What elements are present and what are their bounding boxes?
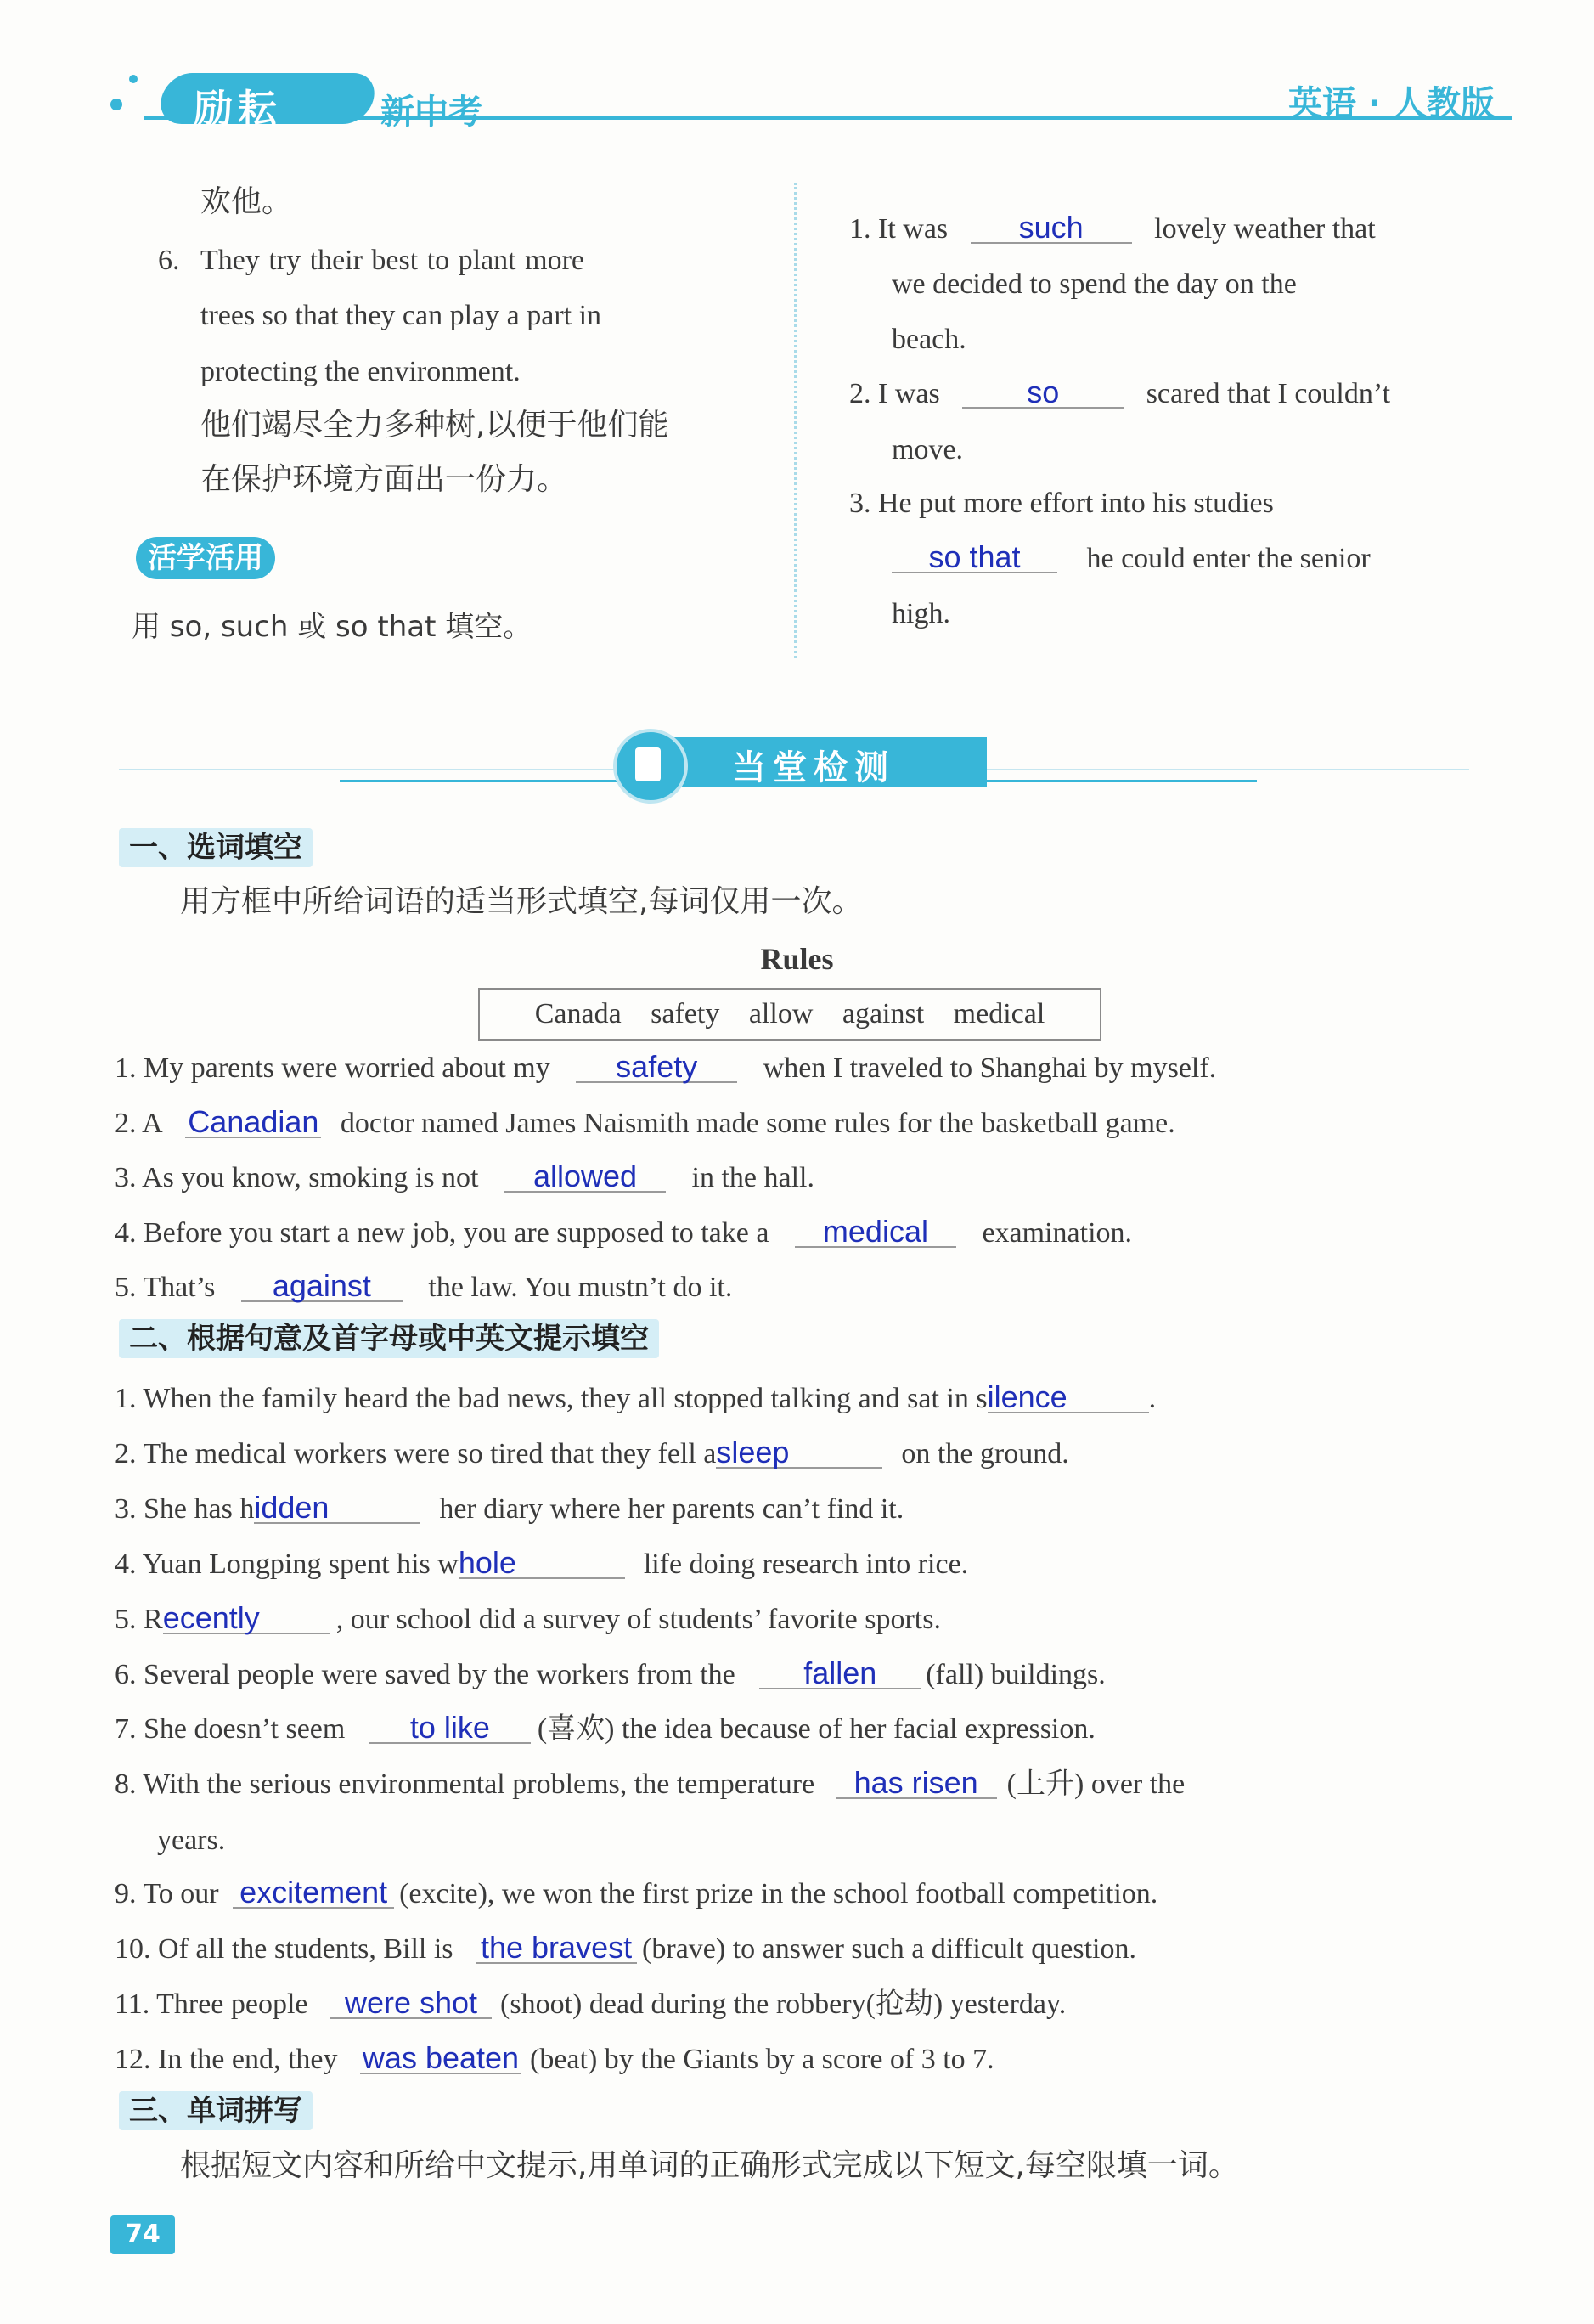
s2-item-1-after: . <box>1148 1383 1157 1414</box>
s1-item-4 <box>115 1216 1132 1250</box>
s2-item-8 <box>115 1765 1186 1802</box>
practice-q1-line-2: we decided to spend the day on the <box>892 268 1297 300</box>
brand-logo <box>161 68 482 132</box>
practice-q2-line-2: move. <box>892 434 964 465</box>
s1-item-3-blank[interactable]: allowed <box>504 1162 666 1193</box>
s2-item-10-after: (brave) to answer such a difficult question. <box>642 1933 1136 1965</box>
s1-item-5 <box>115 1268 733 1305</box>
practice-q2-line-1 <box>849 377 1390 411</box>
page-number: 74 <box>110 2215 175 2254</box>
s2-item-8-after: (上升) over the <box>1006 1768 1186 1800</box>
s2-item-3-after: her diary where her parents can’t find it. <box>439 1493 904 1525</box>
example-6-translation-2: 在保护环境方面出一份力。 <box>200 462 568 497</box>
q3-text-after: he could enter the senior <box>1086 543 1371 574</box>
notebook-icon <box>613 729 688 804</box>
s2-item-2-after: on the ground. <box>901 1438 1069 1469</box>
s2-item-2-before: 2. The medical workers were so tired that they fell a <box>115 1438 717 1469</box>
s2-item-6 <box>115 1658 1106 1692</box>
practice-q3-line-3: high. <box>892 598 950 629</box>
q3-answer-blank[interactable]: so that <box>892 543 1057 573</box>
s2-item-12-blank[interactable]: was beaten <box>360 2044 521 2074</box>
section-banner <box>613 729 987 787</box>
word-box <box>478 988 1101 1041</box>
s2-item-10 <box>115 1932 1136 1966</box>
s1-item-3-after: in the hall. <box>691 1162 814 1193</box>
s2-item-1-before: 1. When the family heard the bad news, they all stopped talking and sat in s <box>115 1383 988 1414</box>
s2-item-1-blank[interactable]: ilence <box>988 1383 1149 1413</box>
s1-item-4-before: 4. Before you start a new job, you are supposed to take a <box>115 1217 769 1249</box>
s2-item-4-before: 4. Yuan Longping spent his w <box>115 1548 459 1580</box>
s2-item-9-blank[interactable]: excitement <box>233 1878 394 1909</box>
dot-icon <box>110 99 122 110</box>
s2-item-8-before: 8. With the serious environmental problems, the temperature <box>115 1768 815 1800</box>
s2-item-10-blank[interactable]: the bravest <box>476 1933 637 1964</box>
s1-item-4-after: examination. <box>982 1217 1133 1249</box>
page-header <box>110 59 1512 136</box>
s2-item-5-before: 5. R <box>115 1604 163 1635</box>
s2-item-6-blank[interactable]: fallen <box>759 1659 921 1689</box>
s2-item-3 <box>115 1492 904 1526</box>
practice-q3-line-1: 3. He put more effort into his studies <box>849 488 1274 519</box>
s1-item-5-blank[interactable]: against <box>241 1272 403 1302</box>
s1-item-1-blank[interactable]: safety <box>576 1052 737 1083</box>
s2-item-7-after: (喜欢) the idea because of her facial expression. <box>537 1713 1096 1745</box>
s1-item-2-blank[interactable]: Canadian <box>185 1108 321 1138</box>
s2-item-11-after: (shoot) dead during the robbery(抢劫) yesterday. <box>500 1988 1067 2020</box>
s2-item-3-before: 3. She has h <box>115 1493 255 1525</box>
section-3-title: 三、单词拼写 <box>119 2091 313 2130</box>
practice-q1-line-1 <box>849 212 1376 246</box>
s2-item-5-blank[interactable]: ecently <box>163 1604 330 1634</box>
example-6-number: 6. <box>158 245 180 276</box>
s2-item-12 <box>115 2040 994 2077</box>
continued-translation: 欢他。 <box>200 184 293 219</box>
banner-title: 当堂检测 <box>732 748 895 787</box>
q1-answer-blank[interactable]: such <box>971 213 1132 244</box>
section-2-title: 二、根据句意及首字母或中英文提示填空 <box>119 1319 659 1358</box>
s1-item-3 <box>115 1161 814 1195</box>
s2-item-8-blank[interactable]: has risen <box>836 1768 997 1799</box>
s2-item-4-blank[interactable]: hole <box>459 1548 625 1579</box>
s2-item-12-after: (beat) by the Giants by a score of 3 to 7. <box>530 2044 994 2075</box>
s2-item-7-before: 7. She doesn’t seem <box>115 1713 346 1745</box>
s2-item-11-blank[interactable]: were shot <box>330 1988 492 2019</box>
edition-label: 英语 · 人教版 <box>1287 84 1495 123</box>
q1-text-before: 1. It was <box>849 213 949 245</box>
q2-text-before: 2. I was <box>849 378 940 409</box>
s1-item-4-blank[interactable]: medical <box>795 1217 956 1248</box>
practice-q3-line-2 <box>892 539 1371 576</box>
s1-item-3-before: 3. As you know, smoking is not <box>115 1162 479 1193</box>
s2-item-3-blank[interactable]: idden <box>254 1493 420 1524</box>
s1-item-5-before: 5. That’s <box>115 1272 216 1303</box>
s2-item-2 <box>115 1437 1069 1471</box>
q2-answer-blank[interactable]: so <box>962 378 1124 409</box>
s1-item-2-after: doctor named James Naismith made some rules for the basketball game. <box>340 1108 1175 1139</box>
rules-title: Rules <box>760 942 834 976</box>
q1-text-after: lovely weather that <box>1154 213 1376 245</box>
series-name: 新中考 <box>380 93 482 132</box>
s1-item-2 <box>115 1104 1175 1141</box>
s2-item-10-before: 10. Of all the students, Bill is <box>115 1933 453 1965</box>
s2-item-11-before: 11. Three people <box>115 1988 308 2020</box>
s2-item-7-blank[interactable]: to like <box>369 1713 531 1744</box>
dot-icon <box>129 75 138 83</box>
example-6-line-2: trees so that they can play a part in <box>200 300 602 331</box>
word-box-words: Canada safety allow against medical <box>534 998 1045 1029</box>
practice-q1-line-3: beach. <box>892 324 966 355</box>
s2-item-5 <box>115 1600 941 1637</box>
example-6-translation-1: 他们竭尽全力多种树,以便于他们能 <box>200 408 669 443</box>
s2-item-11 <box>115 1985 1067 2022</box>
q2-text-after: scared that I couldn’t <box>1146 378 1391 409</box>
practice-badge: 活学活用 <box>136 537 275 579</box>
s2-item-6-before: 6. Several people were saved by the workers from the <box>115 1659 735 1690</box>
s2-item-12-before: 12. In the end, they <box>115 2044 338 2075</box>
s2-item-7 <box>115 1712 1096 1746</box>
section-1-instruction: 用方框中所给词语的适当形式填空,每词仅用一次。 <box>180 884 863 919</box>
section-3-instruction: 根据短文内容和所给中文提示,用单词的正确形式完成以下短文,每空限填一词。 <box>180 2148 1239 2183</box>
s2-item-2-blank[interactable]: sleep <box>716 1438 882 1469</box>
s2-item-1 <box>115 1379 1157 1416</box>
s1-item-1 <box>115 1049 1217 1086</box>
s1-item-2-before: 2. A <box>115 1108 161 1139</box>
s2-item-6-after: (fall) buildings. <box>926 1659 1106 1690</box>
s2-item-9-before: 9. To our <box>115 1878 219 1909</box>
column-divider <box>794 183 797 658</box>
example-6-line-3: protecting the environment. <box>200 356 521 387</box>
s2-item-9 <box>115 1877 1157 1911</box>
brand-name: 励耘 <box>194 86 282 132</box>
s2-item-4-after: life doing research into rice. <box>643 1548 969 1580</box>
practice-instruction: 用 so, such 或 so that 填空。 <box>132 610 532 644</box>
s1-item-5-after: the law. You mustn’t do it. <box>428 1272 733 1303</box>
s2-item-9-after: (excite), we won the first prize in the school football competition. <box>399 1878 1158 1909</box>
section-1-title: 一、选词填空 <box>119 828 313 867</box>
example-6-line-1: They try their best to plant more <box>200 245 584 276</box>
s2-item-5-after: , our school did a survey of students’ favorite sports. <box>335 1604 941 1635</box>
s2-item-8-continued: years. <box>157 1825 226 1856</box>
s1-item-1-before: 1. My parents were worried about my <box>115 1052 550 1084</box>
s1-item-1-after: when I traveled to Shanghai by myself. <box>763 1052 1217 1084</box>
s2-item-4 <box>115 1545 969 1582</box>
